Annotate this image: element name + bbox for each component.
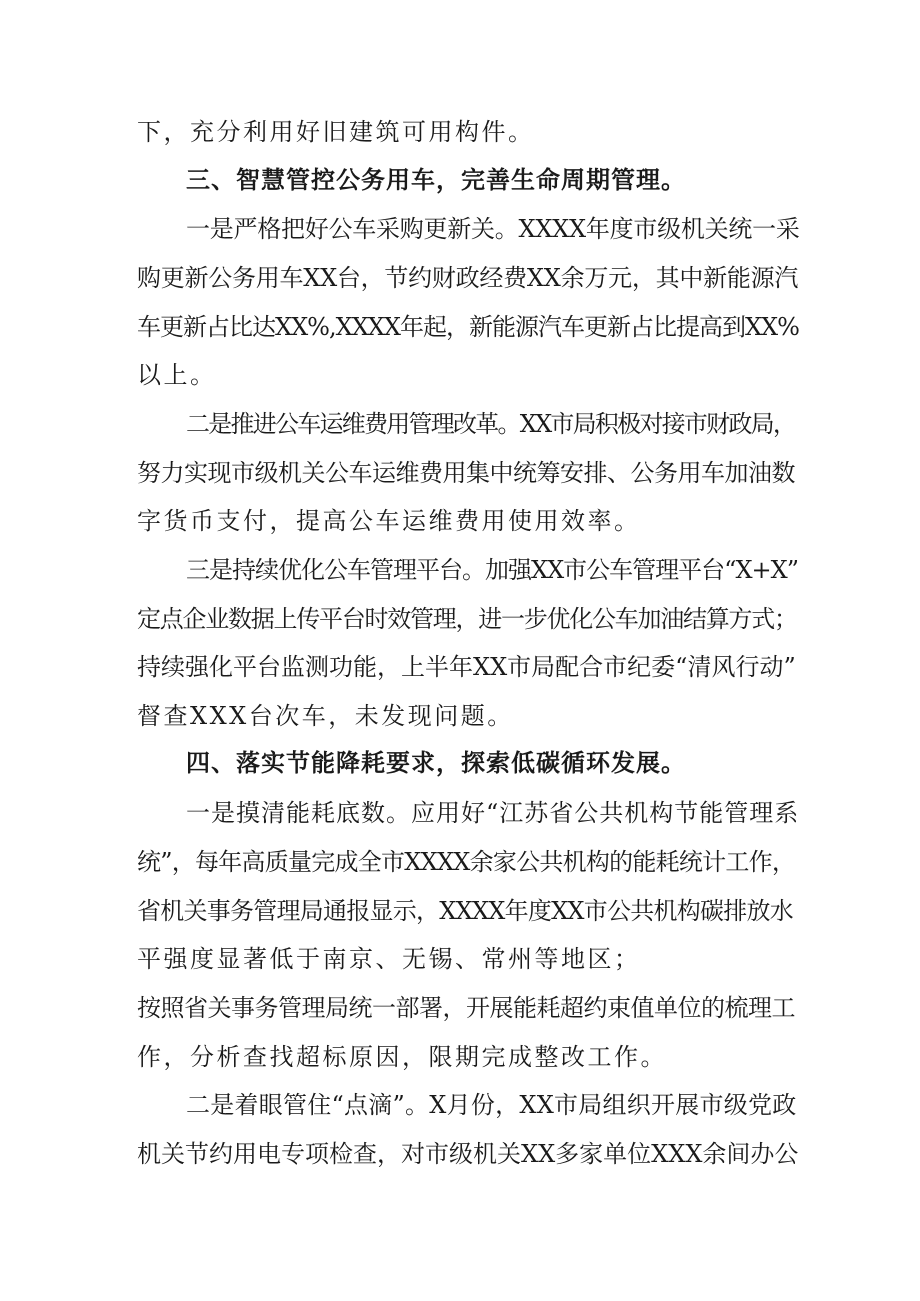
paragraph-line: 购更新公务用车XX台，节约财政经费XX余万元，其中新能源汽 xyxy=(137,264,799,292)
paragraph-line: 按照省关事务管理局统一部署，开展能耗超约束值单位的梳理工 xyxy=(137,994,795,1022)
paragraph-line: 作，分析查找超标原因，限期完成整改工作。 xyxy=(137,1043,667,1071)
paragraph-line: 持续强化平台监测功能，上半年XX市局配合市纪委“清风行动” xyxy=(137,653,796,681)
paragraph-line: 平强度显著低于南京、无锡、常州等地区； xyxy=(137,945,641,973)
paragraph-line: 督查XXX台次车，未发现问题。 xyxy=(137,702,514,730)
paragraph-line: 统”，每年高质量完成全市XXXX余家公共机构的能耗统计工作， xyxy=(137,848,796,876)
paragraph-line: 字货币支付，提高公车运维费用使用效率。 xyxy=(137,507,641,535)
paragraph-line: 车更新占比达XX%,XXXX年起，新能源汽车更新占比提高到XX% xyxy=(137,313,799,341)
paragraph-line: 一是摸清能耗底数。应用好“江苏省公共机构节能管理系 xyxy=(186,799,800,827)
paragraph-line: 一是严格把好公车采购更新关。XXXX年度市级机关统一采 xyxy=(186,215,800,243)
paragraph-line: 三是持续优化公车管理平台。加强XX市公车管理平台“X+X” xyxy=(186,556,798,584)
paragraph-line: 二是着眼管住“点滴”。X月份，XX市局组织开展市级党政 xyxy=(186,1091,797,1119)
paragraph-line: 省机关事务管理局通报显示，XXXX年度XX市公共机构碳排放水 xyxy=(137,897,794,925)
paragraph-line: 定点企业数据上传平台时效管理，进一步优化公车加油结算方式； xyxy=(137,605,797,633)
paragraph-line: 以上。 xyxy=(137,361,217,389)
paragraph-line: 机关节约用电专项检查，对市级机关XX多家单位XXX余间办公 xyxy=(137,1140,799,1168)
section-heading-4: 四、落实节能降耗要求，探索低碳循环发展。 xyxy=(186,749,686,777)
text-line: 下，充分利用好旧建筑可用构件。 xyxy=(137,118,535,146)
paragraph-line: 二是推进公车运维费用管理改革。XX市局积极对接市财政局， xyxy=(186,410,796,438)
paragraph-line: 努力实现市级机关公车运维费用集中统筹安排、公务用车加油数 xyxy=(137,459,795,487)
section-heading-3: 三、智慧管控公务用车，完善生命周期管理。 xyxy=(186,166,686,194)
